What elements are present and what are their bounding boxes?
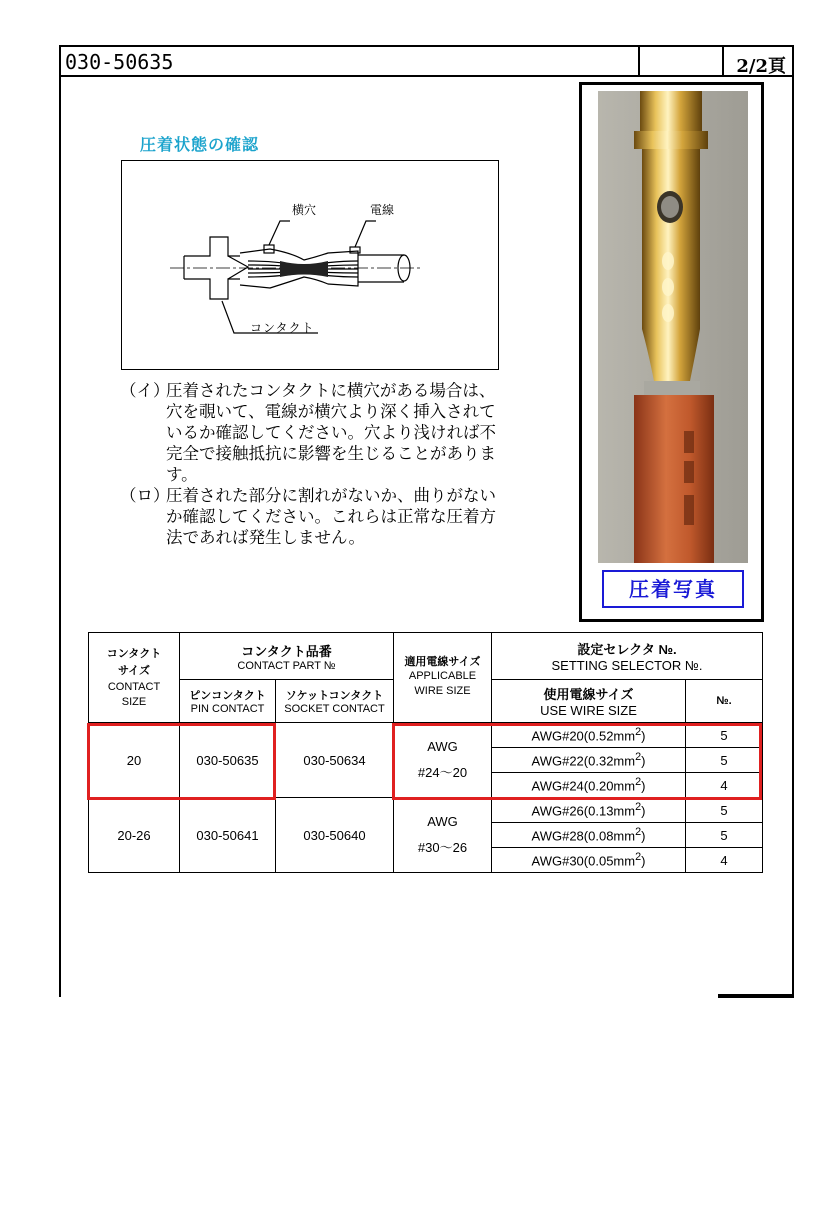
cell-use-wire: $AWG\#30(0.05mm^2)$: [492, 848, 686, 873]
awg-label: AWG: [427, 739, 458, 754]
cell-socket-part: 030-50634: [276, 723, 394, 798]
note-text: 圧着された部分に割れがないか、曲りがないか確認してください。これらは正常な圧着方法であれば発生しません。: [166, 486, 496, 547]
highlight-part-box: [87, 723, 276, 800]
cell-selector-no: 4: [686, 773, 763, 798]
cell-awg-range: [394, 798, 492, 873]
header-pin: [180, 680, 276, 723]
frame-bottom-mark: [718, 994, 794, 998]
diagram-label-side-hole: 横穴: [292, 203, 317, 217]
cell-pin-part: 030-50635: [180, 723, 276, 798]
part-number: 030-50635: [65, 50, 174, 74]
header-part-jp: コンタクト品番: [241, 643, 332, 659]
header-setting-selector: [492, 633, 763, 680]
note-item: [120, 380, 510, 485]
header-socket-en: SOCKET CONTACT: [284, 703, 385, 715]
cell-selector-no: 5: [686, 748, 763, 773]
header-contact-part: [180, 633, 394, 680]
cell-contact-size: 20: [89, 723, 180, 798]
cell-use-wire: $AWG\#28(0.08mm^2)$: [492, 823, 686, 848]
awg-label: AWG: [427, 814, 458, 829]
note-marker: （イ）: [120, 381, 170, 400]
photo-label: 圧着写真: [602, 570, 744, 608]
cell-use-wire: $AWG\#26(0.13mm^2)$: [492, 798, 686, 823]
crimp-photo-frame: [579, 82, 764, 622]
header-socket: [276, 680, 394, 723]
awg-range-value: #30～26: [417, 840, 468, 855]
header-bar: [59, 45, 794, 77]
header-contact-size-jp: コンタクト サイズ: [106, 647, 162, 677]
frame-left-border: [59, 75, 61, 997]
cell-selector-no: 5: [686, 723, 763, 748]
note-item: [120, 485, 510, 548]
highlight-wire-box: [392, 723, 762, 800]
crimp-photo: [598, 91, 748, 563]
cell-selector-no: 4: [686, 848, 763, 873]
cell-socket-part: 030-50640: [276, 798, 394, 873]
section-title: 圧着状態の確認: [140, 135, 260, 154]
cell-use-wire: $AWG\#22(0.32mm^2)$: [492, 748, 686, 773]
page-number: 2/2頁: [736, 56, 786, 77]
header-wire-size: [394, 633, 492, 723]
cell-contact-size: 20-26: [89, 798, 180, 873]
table-row: [89, 798, 763, 823]
frame-right-border: [792, 75, 794, 997]
header-use-wire: [492, 680, 686, 723]
header-part-en: CONTACT PART №: [237, 659, 336, 672]
cell-selector-no: 5: [686, 823, 763, 848]
header-blank-cell: [638, 47, 724, 75]
header-wire-jp: 適用電線サイズ: [404, 656, 481, 668]
cell-use-wire: $AWG\#20(0.52mm^2)$: [492, 723, 686, 748]
header-no: №.: [686, 680, 763, 723]
header-use-wire-jp: 使用電線サイズ: [543, 687, 634, 702]
header-wire-en: APPLICABLE WIRE SIZE: [408, 670, 477, 697]
diagram-label-wire: 電線: [370, 203, 395, 217]
note-marker: （ロ）: [120, 486, 170, 505]
diagram-label-contact: コンタクト: [250, 321, 315, 335]
crimp-diagram: [121, 160, 499, 370]
cell-selector-no: 5: [686, 798, 763, 823]
header-socket-jp: ソケットコンタクト: [285, 690, 384, 702]
header-contact-size: [89, 633, 180, 723]
header-use-wire-en: USE WIRE SIZE: [540, 703, 637, 718]
note-text: 圧着されたコンタクトに横穴がある場合は、穴を覗いて、電線が横穴より深く挿入されているか確認してください。穴より浅ければ不完全で接触抵抗に影響を生じることがあります。: [166, 381, 496, 484]
inspection-notes: [120, 380, 510, 548]
header-selector-jp: 設定セレクタ №.: [577, 642, 677, 657]
awg-range-value: #24～20: [417, 765, 468, 780]
header-pin-en: PIN CONTACT: [190, 703, 265, 715]
cell-use-wire: $AWG\#24(0.20mm^2)$: [492, 773, 686, 798]
crimp-diagram-drawing: [122, 161, 500, 371]
cell-pin-part: 030-50641: [180, 798, 276, 873]
header-pin-jp: ピンコンタクト: [189, 690, 266, 702]
header-contact-size-en: CONTACT SIZE: [107, 680, 161, 708]
header-selector-en: SETTING SELECTOR №.: [551, 658, 703, 673]
